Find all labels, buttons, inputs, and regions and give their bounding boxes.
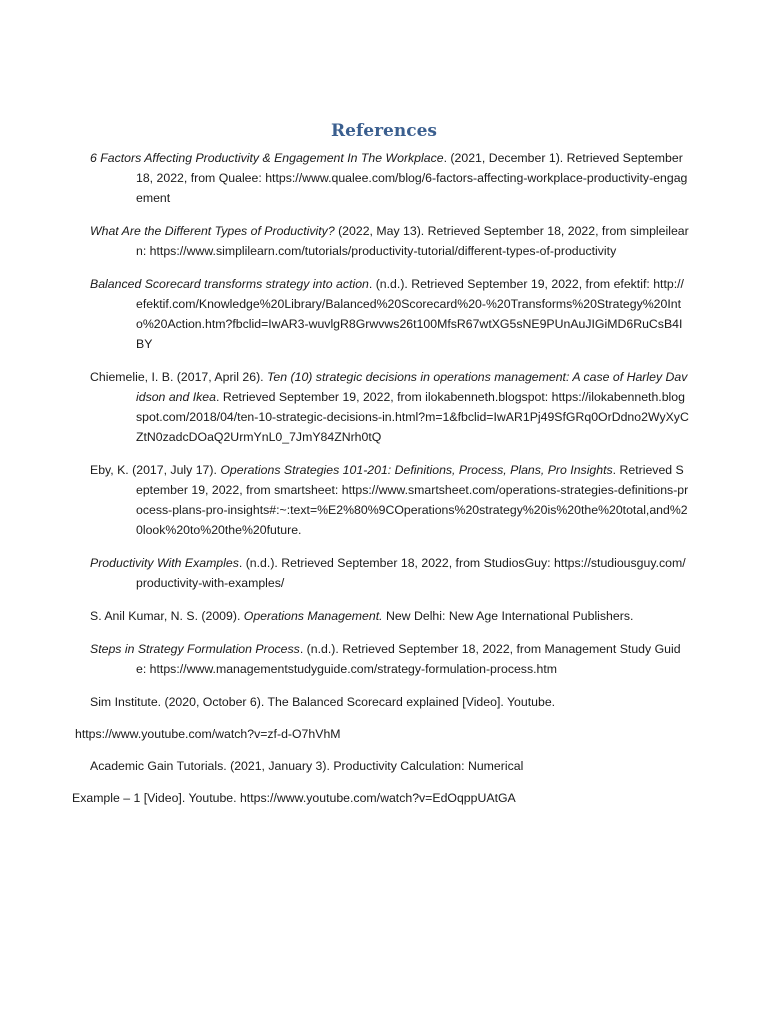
reference-details: (2022, May 13). Retrieved September 18, 2022, from simpleilearn: https://www.simplilearn.com/tutorials/productivity-tutorial/different-types-of-productivity <box>136 224 689 258</box>
reference-entry <box>90 639 690 679</box>
reference-details: . Retrieved September 19, 2022, from smartsheet: https://www.smartsheet.com/operations-strategies-definitions-process-plans-pro-insights#:~:text=%E2%80%9COperations%20strategy%20is%20the%20total,and%20look%20to%20the%20future. <box>136 463 689 537</box>
reference-details: New Delhi: New Age International Publishers. <box>382 609 634 623</box>
reference-entry <box>90 148 690 208</box>
reference-text: Academic Gain Tutorials. (2021, January 3). Productivity Calculation: Numerical <box>90 759 524 773</box>
reference-author: Chiemelie, I. B. (2017, April 26). <box>90 370 268 384</box>
reference-text: Sim Institute. (2020, October 6). The Balanced Scorecard explained [Video]. Youtube. <box>90 695 556 709</box>
reference-details: . (n.d.). Retrieved September 19, 2022, from efektif: http://efektif.com/Knowledge%20Library/Balanced%20Scorecard%20-%20Transforms%20Strategy%20Into%20Action.htm?fbclid=IwAR3-wuvlgR8Grwvws26t100MfsR67wtXG5sNE9PUnAuJIGiMD6RuCsB4IBY <box>136 277 684 351</box>
reference-title: 6 Factors Affecting Productivity & Engagement In The Workplace <box>90 151 444 165</box>
reference-title: What Are the Different Types of Productivity? <box>90 224 335 238</box>
reference-details: . (n.d.). Retrieved September 18, 2022, from Management Study Guide: https://www.managementstudyguide.com/strategy-formulation-process.htm <box>136 642 681 676</box>
reference-title: Operations Management. <box>243 609 383 623</box>
reference-title: Ten (10) strategic decisions in operations management: A case of Harley Davidson and Ikea <box>136 370 688 404</box>
reference-title: Steps in Strategy Formulation Process <box>90 642 300 656</box>
reference-details: . (2021, December 1). Retrieved September 18, 2022, from Qualee: https://www.qualee.com/blog/6-factors-affecting-workplace-productivity-engagement <box>136 151 688 205</box>
reference-url: https://www.youtube.com/watch?v=zf-d-O7hVhM <box>75 727 341 741</box>
references-heading: References <box>331 121 437 141</box>
reference-list <box>72 148 690 820</box>
reference-details: . (n.d.). Retrieved September 18, 2022, from StudiosGuy: https://studiousguy.com/productivity-with-examples/ <box>136 556 686 590</box>
reference-entry <box>90 367 690 447</box>
reference-entry <box>75 692 690 744</box>
reference-title: Balanced Scorecard transforms strategy into action <box>90 277 369 291</box>
reference-title: Operations Strategies 101-201: Definitions, Process, Plans, Pro Insights <box>220 463 613 477</box>
reference-author: S. Anil Kumar, N. S. (2009). <box>90 609 244 623</box>
reference-details: . Retrieved September 19, 2022, from ilokabenneth.blogspot: https://ilokabenneth.blogspot.com/2018/04/ten-10-strategic-decisions-in.html?m=1&fbclid=IwAR1Pj49SfGRq0OrDdno2WyXyCZtN0zadcDOaQ2UrmYnL0_7JmY84ZNrh0tQ <box>136 390 689 444</box>
reference-continuation: Example – 1 [Video]. Youtube. https://www.youtube.com/watch?v=EdOqppUAtGA <box>72 791 516 805</box>
reference-entry <box>90 553 690 593</box>
reference-author: Eby, K. (2017, July 17). <box>90 463 221 477</box>
reference-entry <box>90 221 690 261</box>
reference-entry <box>72 756 690 808</box>
reference-entry <box>90 460 690 540</box>
reference-entry <box>90 606 690 626</box>
reference-entry <box>90 274 690 354</box>
reference-title: Productivity With Examples <box>90 556 239 570</box>
